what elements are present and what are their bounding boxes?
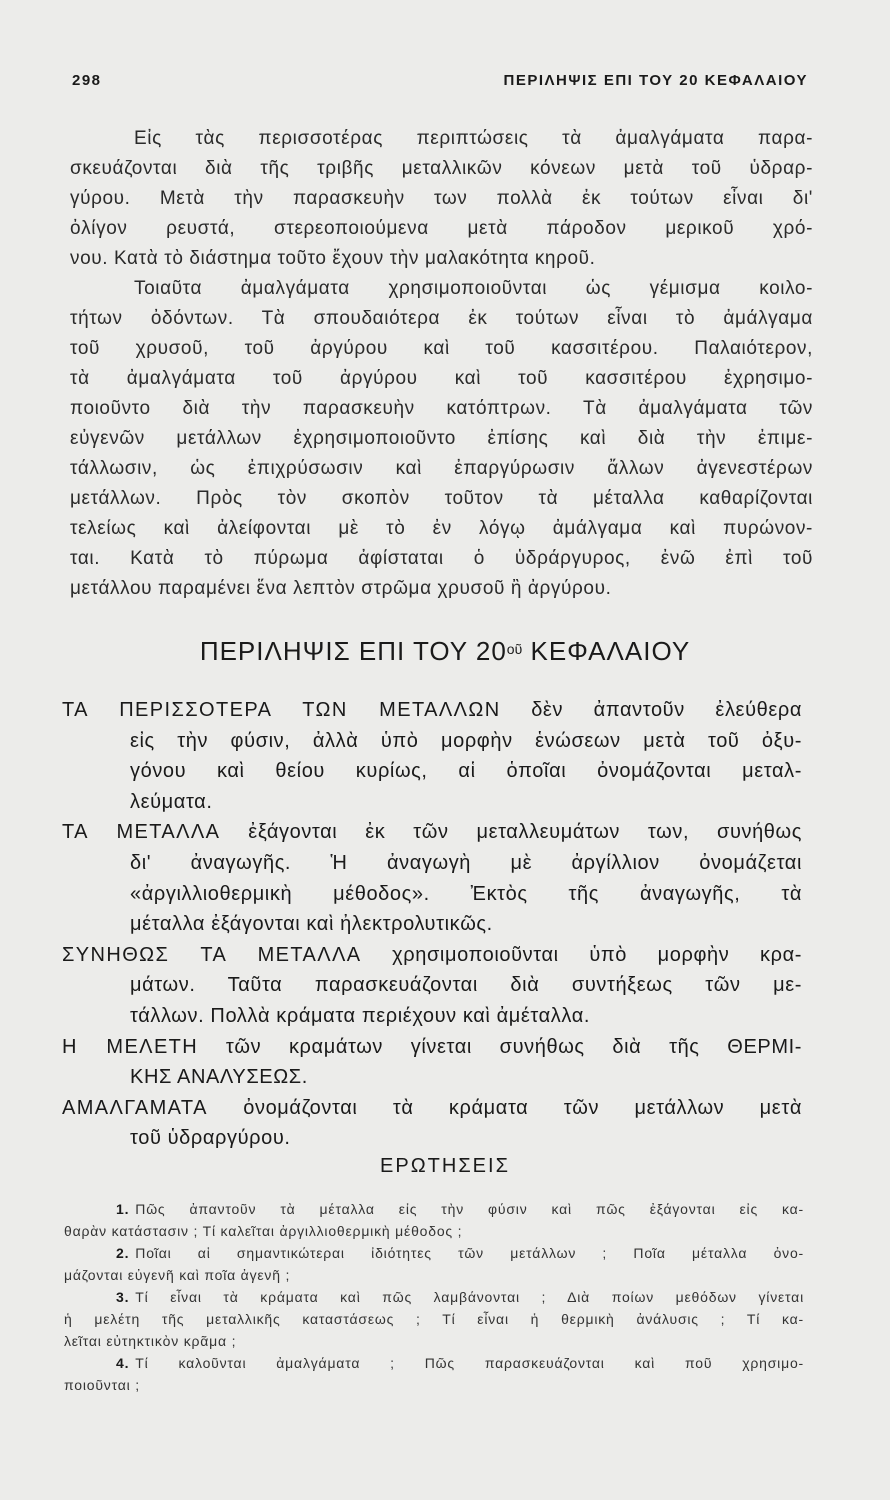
question-item — [64, 1352, 804, 1396]
body-line: Εἰς τὰς περισσοτέρας περιπτώσεις τὰ ἀμαλγάματα παρα- — [134, 128, 813, 149]
body-paragraph-2 — [70, 274, 813, 604]
question-number: 4. — [116, 1355, 130, 1371]
summary-line: λεύματα. — [130, 790, 213, 813]
question-text: Πῶς ἀπαντοῦν τὰ μέταλλα εἰς τὴν φύσιν καὶ πῶς ἐξάγονται εἰς κα- — [135, 1201, 804, 1217]
question-item — [64, 1198, 804, 1242]
body-line: τάλλωσιν, ὡς ἐπιχρύσωσιν καὶ ἐπαργύρωσιν ἄλλων ἀγενεστέρων — [70, 458, 813, 479]
summary-text: χρησιμοποιοῦνται ὑπὸ μορφὴν κρα- — [392, 943, 802, 966]
body-line: μετάλλων. Πρὸς τὸν σκοπὸν τοῦτον τὰ μέταλλα καθαρίζονται — [70, 488, 813, 509]
question-line: λεῖται εὐτηκτικὸν κρᾶμα ; — [64, 1333, 237, 1349]
summary-line: ΚΗΣ ΑΝΑΛΥΣΕΩΣ. — [130, 1066, 308, 1089]
summary-item — [62, 1032, 802, 1093]
question-item — [64, 1286, 804, 1352]
page-number: 298 — [72, 72, 102, 89]
body-line: γύρου. Μετὰ τὴν παρασκευὴν των πολλὰ ἐκ τούτων εἶναι δι' — [70, 188, 813, 209]
question-number: 3. — [116, 1289, 130, 1305]
section-title — [0, 636, 890, 667]
summary-text: ἐξάγονται ἐκ τῶν μεταλλευμάτων των, συνήθως — [248, 821, 802, 844]
question-line: ποιοῦνται ; — [64, 1377, 140, 1393]
question-text: Ποῖαι αἱ σημαντικώτεραι ἰδιότητες τῶν μετάλλων ; Ποῖα μέταλλα ὀνο- — [135, 1245, 804, 1261]
question-item — [64, 1242, 804, 1286]
section-title-ordinal: οῦ — [506, 641, 523, 657]
summary-lead: ΤΑ ΜΕΤΑΛΛΑ — [62, 821, 221, 844]
body-line: τήτων ὀδόντων. Τὰ σπουδαιότερα ἐκ τούτων εἶναι τὸ ἀμάλγαμα — [70, 308, 813, 329]
summary-item — [62, 817, 802, 939]
section-title-end: ΚΕΦΑΛΑΙΟΥ — [530, 636, 691, 666]
body-paragraph-1 — [70, 124, 813, 274]
summary-line: τάλλων. Πολλὰ κράματα περιέχουν καὶ ἀμέταλλα. — [130, 1004, 591, 1027]
question-line: ἡ μελέτη τῆς μεταλλικῆς καταστάσεως ; Τί εἶναι ἡ θερμικὴ ἀνάλυσις ; Τί κα- — [64, 1311, 804, 1327]
summary-line: δι' ἀναγωγῆς. Ἡ ἀναγωγὴ μὲ ἀργίλλιον ὀνομάζεται — [130, 851, 802, 874]
body-line: μετάλλου παραμένει ἕνα λεπτὸν στρῶμα χρυσοῦ ἢ ἀργύρου. — [70, 578, 612, 599]
summary-line: μάτων. Ταῦτα παρασκευάζονται διὰ συντήξεως τῶν με- — [130, 974, 802, 997]
question-text: Τί εἶναι τὰ κράματα καὶ πῶς λαμβάνονται ; Διὰ ποίων μεθόδων γίνεται — [135, 1289, 804, 1305]
question-line: μάζονται εὐγενῆ καὶ ποῖα ἀγενῆ ; — [64, 1267, 291, 1283]
summary-item — [62, 1093, 802, 1154]
summary-line: εἰς τὴν φύσιν, ἀλλὰ ὑπὸ μορφὴν ἑνώσεων μετὰ τοῦ ὀξυ- — [130, 729, 802, 752]
question-text: Τί καλοῦνται ἀμαλγάματα ; Πῶς παρασκευάζονται καὶ ποῦ χρησιμο- — [135, 1355, 804, 1371]
summary-text: τῶν κραμάτων γίνεται συνήθως διὰ τῆς ΘΕΡΜΙ- — [225, 1035, 803, 1058]
question-line: θαρὰν κατάστασιν ; Τί καλεῖται ἀργιλλιοθερμικὴ μέθοδος ; — [64, 1223, 463, 1239]
questions-list — [64, 1198, 804, 1396]
questions-title: ΕΡΩΤΗΣΕΙΣ — [380, 1155, 510, 1177]
body-line: τοῦ χρυσοῦ, τοῦ ἀργύρου καὶ τοῦ κασσιτέρου. Παλαιότερον, — [70, 338, 813, 359]
body-line: εὐγενῶν μετάλλων ἐχρησιμοποιοῦντο ἐπίσης καὶ διὰ τὴν ἐπιμε- — [70, 428, 813, 449]
summary-lead: ΤΑ ΠΕΡΙΣΣΟΤΕΡΑ ΤΩΝ ΜΕΤΑΛΛΩΝ — [62, 699, 501, 721]
summary-list — [62, 695, 802, 1154]
running-header — [72, 72, 808, 89]
body-line: ὀλίγον ρευστά, στερεοποιούμενα μετὰ πάροδον μερικοῦ χρό- — [70, 218, 813, 239]
summary-line: γόνου καὶ θείου κυρίως, αἱ ὁποῖαι ὀνομάζονται μεταλ- — [130, 760, 802, 783]
body-line: σκευάζονται διὰ τῆς τριβῆς μεταλλικῶν κόνεων μετὰ τοῦ ὑδραρ- — [70, 158, 813, 179]
summary-line: «ἀργιλλιοθερμικὴ μέθοδος». Ἐκτὸς τῆς ἀναγωγῆς, τὰ — [130, 882, 802, 905]
summary-line: τοῦ ὑδραργύρου. — [130, 1127, 291, 1150]
body-line: Τοιαῦτα ἀμαλγάματα χρησιμοποιοῦνται ὡς γέμισμα κοιλο- — [134, 278, 813, 299]
running-title: ΠΕΡΙΛΗΨΙΣ ΕΠΙ ΤΟΥ 20 ΚΕΦΑΛΑΙΟΥ — [503, 72, 808, 89]
summary-lead: Η ΜΕΛΕΤΗ — [62, 1035, 199, 1058]
summary-text: δὲν ἀπαντοῦν ἐλεύθερα — [531, 699, 802, 721]
question-number: 1. — [116, 1201, 130, 1217]
question-number: 2. — [116, 1245, 130, 1261]
body-line: ποιοῦντο διὰ τὴν παρασκευὴν κατόπτρων. Τὰ ἀμαλγάματα τῶν — [70, 398, 813, 419]
body-line: τελείως καὶ ἀλείφονται μὲ τὸ ἐν λόγῳ ἀμάλγαμα καὶ πυρώνον- — [70, 518, 813, 539]
summary-item — [62, 940, 802, 1032]
summary-item — [62, 695, 802, 817]
body-line: ται. Κατὰ τὸ πύρωμα ἀφίσταται ὁ ὑδράργυρος, ἐνῶ ἐπὶ τοῦ — [70, 548, 813, 569]
summary-lead: ΑΜΑΛΓΑΜΑΤΑ — [62, 1096, 208, 1119]
summary-text: ὀνομάζονται τὰ κράματα τῶν μετάλλων μετὰ — [243, 1096, 802, 1119]
body-line: νου. Κατὰ τὸ διάστημα τοῦτο ἔχουν τὴν μαλακότητα κηροῦ. — [70, 248, 596, 269]
section-title-main: ΠΕΡΙΛΗΨΙΣ ΕΠΙ ΤΟΥ 20 — [199, 636, 507, 666]
summary-line: μέταλλα ἐξάγονται καὶ ἠλεκτρολυτικῶς. — [130, 913, 493, 936]
summary-lead: ΣΥΝΗΘΩΣ ΤΑ ΜΕΤΑΛΛΑ — [62, 943, 362, 966]
body-line: τὰ ἀμαλγάματα τοῦ ἀργύρου καὶ τοῦ κασσιτέρου ἐχρησιμο- — [70, 368, 813, 389]
